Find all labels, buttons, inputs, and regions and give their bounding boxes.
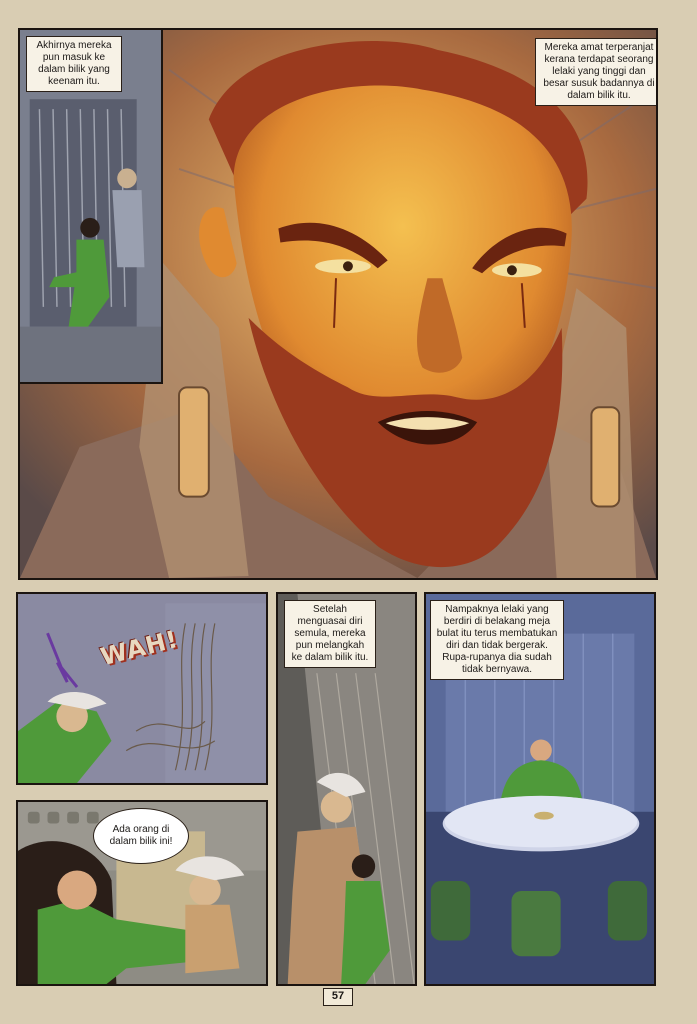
panel-wah [16, 592, 268, 785]
panel-round-table [424, 592, 656, 986]
sfx-wah: WAH! [97, 624, 182, 672]
caption-setelah: Setelah menguasai diri semula, mereka pun melangkah ke dalam bilik itu. [284, 600, 376, 668]
caption-nampaknya: Nampaknya lelaki yang berdiri di belakang meja bulat itu terus membatukan diri dan tidak bergerak. Rupa-rupanya dia sudah tidak bernyawa. [430, 600, 564, 680]
panel-melangkah [276, 592, 417, 986]
speech-bubble-ada-orang: Ada orang di dalam bilik ini! [93, 808, 189, 864]
panel-ada-orang [16, 800, 268, 986]
inset-panel-entering [18, 28, 163, 384]
panel-bearded-man [18, 28, 658, 580]
wah-illustration [18, 594, 266, 783]
caption-terperanjat: Mereka amat terperanjat kerana terdapat seorang lelaki yang tinggi dan besar susuk badannya di dalam bilik itu. [535, 38, 658, 106]
page-number: 57 [323, 988, 353, 1006]
caption-akhirnya: Akhirnya mereka pun masuk ke dalam bilik yang keenam itu. [26, 36, 122, 92]
